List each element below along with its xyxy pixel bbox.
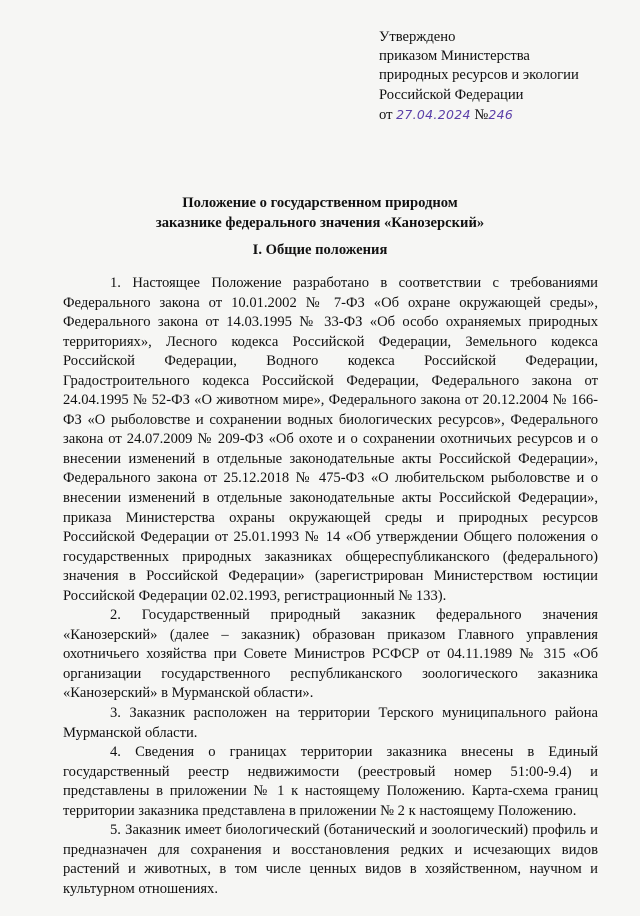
document-title <box>0 193 640 233</box>
approval-line-3: природных ресурсов и экологии <box>379 67 579 84</box>
number-sign: № <box>474 106 489 123</box>
paragraph-5: 5. Заказник имеет биологический (ботанический и зоологический) профиль и предназначен для сохранения и восстановления редких и исчезающих видов растений и животных, в том числе ценных видов в хозяйственном, научном и культурном отношениях. <box>63 822 598 897</box>
handwritten-date: 27.04.2024 <box>396 106 471 122</box>
paragraph-3: 3. Заказник расположен на территории Терского муниципального района Мурманской области. <box>63 705 598 741</box>
approval-line-2: приказом Министерства <box>379 48 530 65</box>
paragraph-4: 4. Сведения о границах территории заказника внесены в Единый государственный реестр недвижимости (реестровый номер 51:00-9.4) и представлены в приложении № 1 к настоящему Положению. Карта-схема границ территории заказника представлена в приложении № 2 к настоящему Положению. <box>63 744 598 819</box>
from-prefix: от <box>379 106 393 123</box>
paragraph-2: 2. Государственный природный заказник федерального значения «Канозерский» (далее – заказник) образован приказом Главного управления охотничьего хозяйства при Совете Министров РСФСР от 04.11.1989 № 315 «Об организации государственного республиканского зоологического заказника «Канозерский» в Мурманской области». <box>63 607 598 702</box>
approval-date-line <box>379 105 579 125</box>
handwritten-number: 246 <box>488 106 514 122</box>
approval-line-4: Российской Федерации <box>379 86 524 103</box>
paragraph-1: 1. Настоящее Положение разработано в соответствии с требованиями Федерального закона от 10.01.2002 № 7-ФЗ «Об охране окружающей среды», Федерального закона от 14.03.1995 № 33-ФЗ «Об особо охраняемых природных территориях», Лесного кодекса Российской Федерации, Земельного кодекса Российской Федерации, Водного кодекса Российской Федерации, Градостроительного кодекса Российской Федерации, Федерального закона от 24.04.1995 № 52-ФЗ «О животном мире», Федерального закона от 20.12.2004 № 166-ФЗ «О рыболовстве и сохранении водных биологических ресурсов», Федерального закона от 24.07.2009 № 209-ФЗ «Об охоте и о сохранении охотничьих ресурсов и о внесении изменений в отдельные законодательные акты Российской Федерации», Федерального закона от 25.12.2018 № 475-ФЗ «О любительском рыболовстве и о внесении изменений в отдельные законодательные акты Российской Федерации», приказа Министерства охраны окружающей среды и природных ресурсов Российской Федерации от 25.01.1993 № 14 «Об утверждении Общего положения о государственных природных заказниках общереспубликанского (федерального) значения в Российской Федерации» (зарегистрирован Министерством юстиции Российской Федерации 02.02.1993, регистрационный № 133). <box>63 275 598 604</box>
title-line-1: Положение о государственном природном <box>182 195 458 211</box>
section-heading: I. Общие положения <box>252 242 388 258</box>
approval-stamp-block <box>379 28 579 125</box>
title-line-2: заказнике федерального значения «Канозерский» <box>155 215 485 231</box>
approval-line-1: Утверждено <box>379 29 456 45</box>
document-body <box>63 274 598 900</box>
